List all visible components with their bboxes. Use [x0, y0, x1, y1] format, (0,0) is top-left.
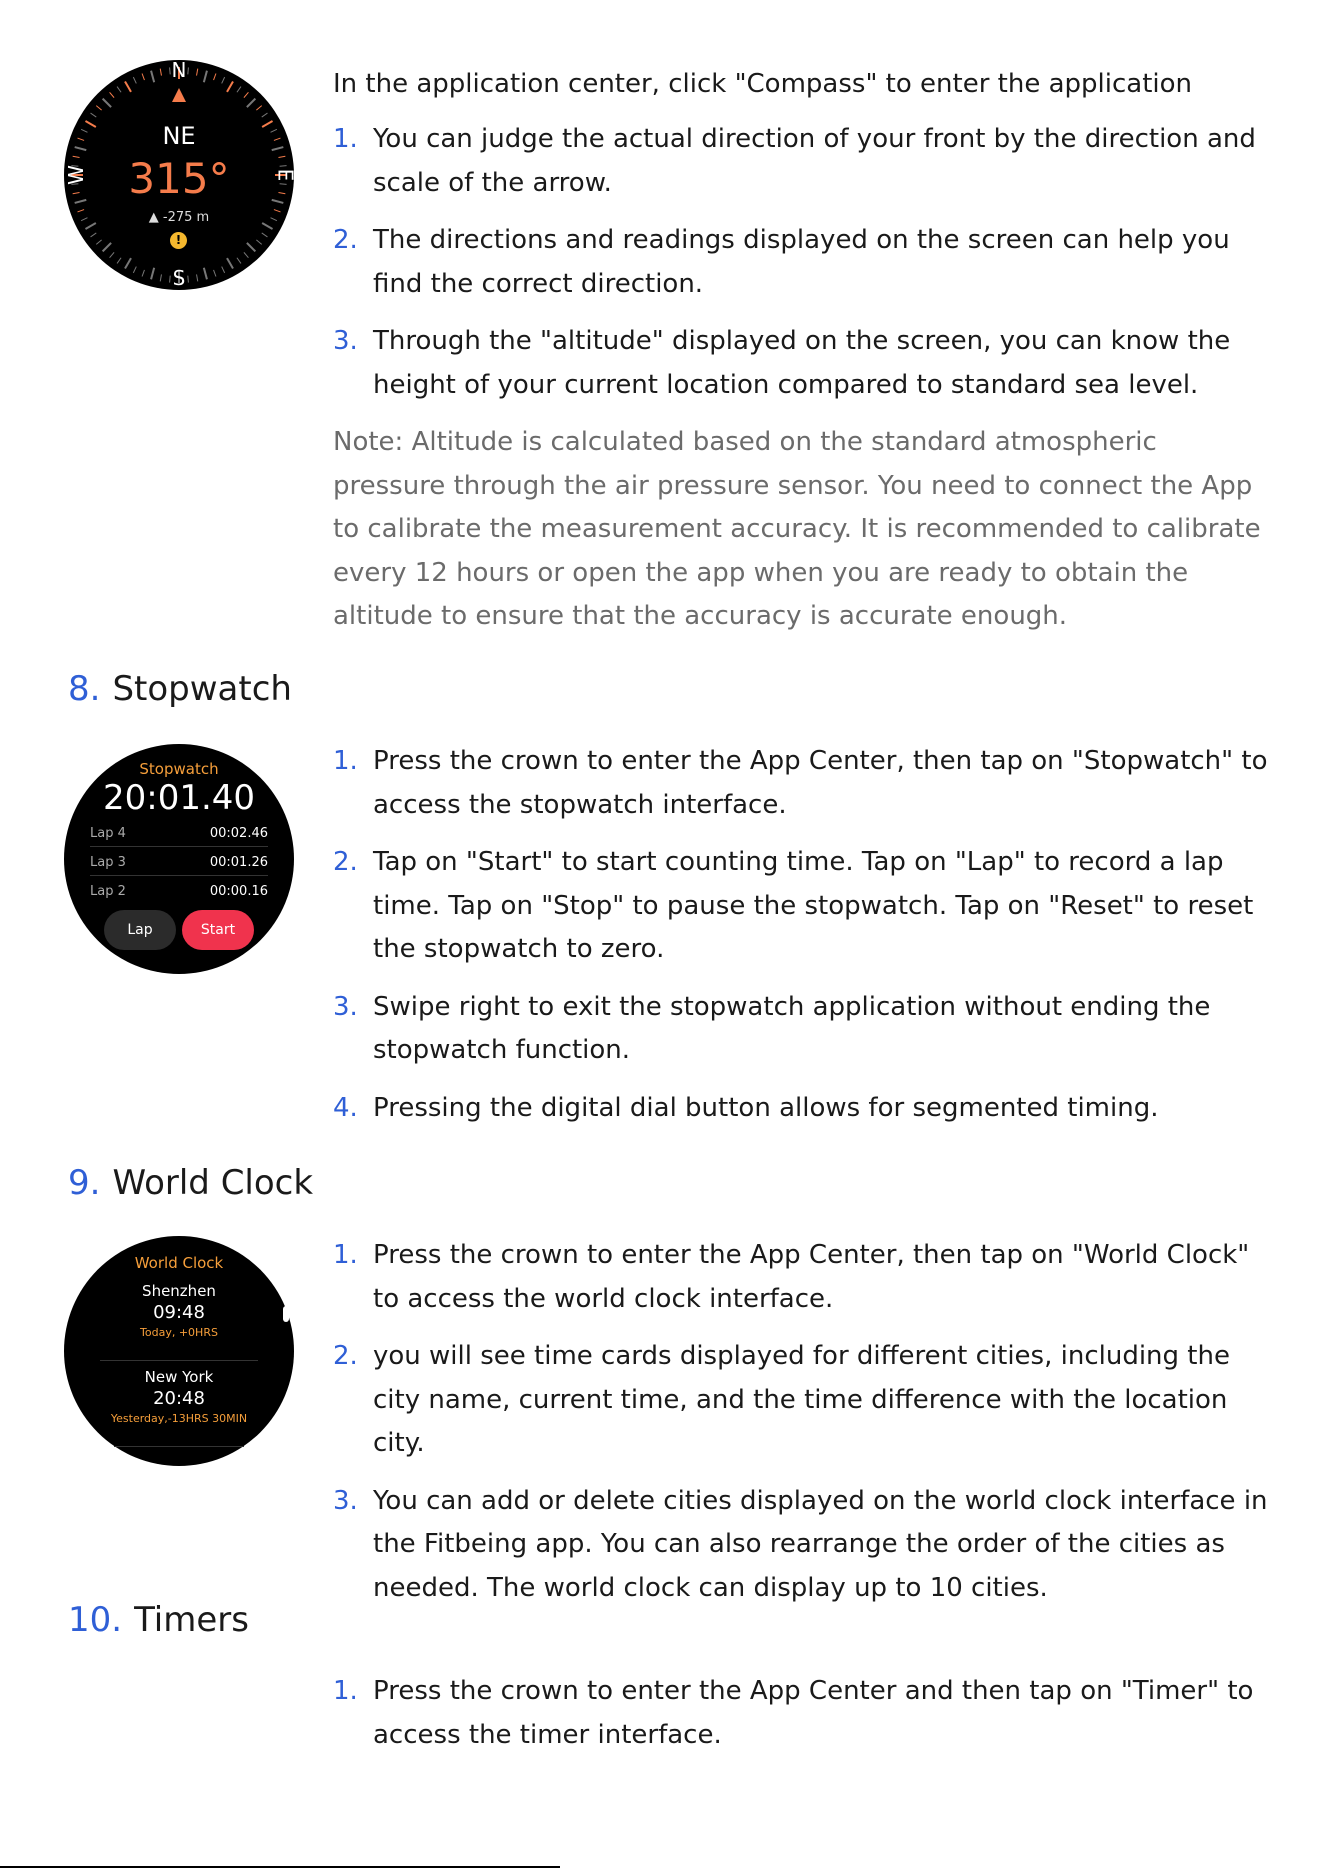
compass-tick [110, 252, 114, 257]
warning-icon: ! [170, 232, 187, 249]
section-title: World Clock [112, 1163, 314, 1203]
list-item [333, 1087, 1273, 1131]
compass-tick [237, 258, 241, 264]
world-clock-watch-image [64, 1236, 294, 1466]
compass-tick [244, 92, 248, 97]
list-item [333, 118, 1273, 205]
stopwatch-steps [333, 740, 1273, 1144]
compass-tick [262, 233, 268, 237]
compass-tick [117, 87, 121, 93]
compass-tick [110, 92, 114, 97]
compass-e-label: E [273, 168, 298, 182]
step-number: 3. [333, 1485, 358, 1516]
step-number: 1. [333, 1676, 358, 1706]
lap-button[interactable]: Lap [104, 910, 176, 950]
step-number: 1. [333, 1240, 358, 1270]
stopwatch-title: Stopwatch [139, 760, 219, 778]
list-item [333, 986, 1273, 1073]
compass-tick [227, 81, 233, 91]
compass-tick [117, 258, 121, 264]
step-number: 2. [333, 1341, 358, 1371]
compass-tick [256, 106, 261, 110]
divider [114, 1446, 244, 1447]
list-item [333, 841, 1273, 972]
lap-row [90, 855, 268, 876]
list-item [333, 1335, 1273, 1466]
compass-degrees: 315° [128, 154, 230, 203]
compass-tick [103, 243, 111, 251]
section-heading-timers [68, 1600, 249, 1640]
compass-direction: NE [162, 122, 196, 150]
section-number: 9. [68, 1163, 101, 1203]
step-text: you will see time cards displayed for different cities, including the city name, current time, and the time difference with the location city. [373, 1341, 1230, 1458]
city-name: New York [144, 1368, 214, 1386]
lap-time: 00:02.46 [209, 826, 268, 841]
lap-label: Lap 2 [90, 884, 126, 899]
step-text: Through the "altitude" displayed on the screen, you can know the height of your current location compared to standard sea level. [373, 326, 1231, 400]
compass-intro: In the application center, click "Compass" to enter the application [333, 69, 1193, 99]
compass-tick [256, 240, 261, 244]
timers-steps [333, 1670, 1273, 1771]
list-item [333, 219, 1273, 306]
footer-rule [0, 1866, 560, 1868]
section-heading-stopwatch [68, 669, 292, 709]
step-text: You can judge the actual direction of your front by the direction and scale of the arrow. [373, 124, 1256, 198]
stopwatch-watch-image [64, 744, 294, 974]
step-number: 4. [333, 1092, 358, 1123]
lap-label: Lap 4 [90, 826, 126, 841]
step-text: Press the crown to enter the App Center, then tap on "Stopwatch" to access the stopwatch interface. [373, 746, 1268, 820]
step-number: 3. [333, 991, 358, 1022]
world-clock-steps [333, 1234, 1273, 1624]
compass-tick [91, 113, 97, 117]
step-number: 2. [333, 225, 358, 255]
city-diff: Today, +0HRS [140, 1326, 218, 1339]
step-number: 3. [333, 326, 358, 356]
lap-time: 00:00.16 [209, 884, 268, 899]
step-text: Pressing the digital dial button allows for segmented timing. [373, 1092, 1159, 1123]
compass-tick [247, 99, 255, 107]
city-diff: Yesterday,-13HRS 30MIN [110, 1412, 248, 1425]
step-text: Press the crown to enter the App Center, then tap on "World Clock" to access the world clock interface. [373, 1240, 1250, 1314]
city-time: 20:48 [153, 1388, 205, 1409]
compass-tick [262, 113, 268, 117]
compass-note: Note: Altitude is calculated based on the standard atmospheric pressure through the air pressure sensor. You need to connect the App to calibrate the measurement accuracy. It is recommended to calibrate every 12 hours or open the app when you are ready to obtain the altitude to ensure that the accuracy is accurate enough. [333, 427, 1261, 631]
north-arrow-icon [172, 88, 186, 102]
step-number: 1. [333, 124, 358, 154]
list-item [333, 1234, 1273, 1321]
compass-tick [96, 106, 101, 110]
compass-tick [91, 233, 97, 237]
compass-tick [244, 252, 248, 257]
mountain-icon: ▲ [148, 210, 159, 225]
step-number: 2. [333, 847, 358, 877]
section-heading-world-clock [68, 1163, 313, 1203]
step-text: Swipe right to exit the stopwatch application without ending the stopwatch function. [373, 991, 1211, 1065]
compass-tick [125, 81, 131, 91]
compass-altitude-value: -275 m [162, 210, 210, 225]
stopwatch-time: 20:01.40 [102, 778, 256, 818]
compass-n-label: N [171, 58, 187, 82]
list-item [333, 1670, 1273, 1757]
list-item [333, 740, 1273, 827]
city-name: Shenzhen [142, 1282, 216, 1300]
step-text: You can add or delete cities displayed on the world clock interface in the Fitbeing app. You can also rearrange the order of the cities as needed. The world clock can display up to 10 cities. [373, 1485, 1268, 1603]
world-clock-title: World Clock [134, 1254, 224, 1272]
step-text: The directions and readings displayed on the screen can help you find the correct direction. [373, 225, 1230, 299]
compass-tick [96, 240, 101, 244]
divider [100, 1360, 258, 1361]
list-item [333, 1480, 1273, 1611]
compass-tick [237, 87, 241, 93]
section-number: 10. [68, 1600, 123, 1640]
step-text: Tap on "Start" to start counting time. Tap on "Lap" to record a lap time. Tap on "Stop" to pause the stopwatch. Tap on "Reset" to reset the stopwatch to zero. [373, 847, 1254, 964]
section-title: Stopwatch [112, 669, 292, 709]
step-text: Press the crown to enter the App Center and then tap on "Timer" to access the timer interface. [373, 1676, 1254, 1750]
compass-tick [247, 243, 255, 251]
lap-row [90, 884, 268, 899]
start-button[interactable]: Start [182, 910, 254, 950]
compass-watch-image [63, 58, 298, 290]
list-item [333, 320, 1273, 407]
lap-time: 00:01.26 [209, 855, 268, 870]
scrollbar[interactable] [283, 1306, 289, 1322]
compass-tick [103, 99, 111, 107]
compass-steps [333, 118, 1273, 421]
section-number: 8. [68, 669, 101, 709]
lap-row [90, 826, 268, 847]
step-number: 1. [333, 746, 358, 776]
city-time: 09:48 [153, 1302, 205, 1323]
lap-label: Lap 3 [90, 855, 126, 870]
compass-s-label: S [172, 266, 186, 290]
compass-w-label: W [63, 165, 88, 185]
section-title: Timers [134, 1600, 249, 1640]
compass-altitude [64, 210, 294, 225]
